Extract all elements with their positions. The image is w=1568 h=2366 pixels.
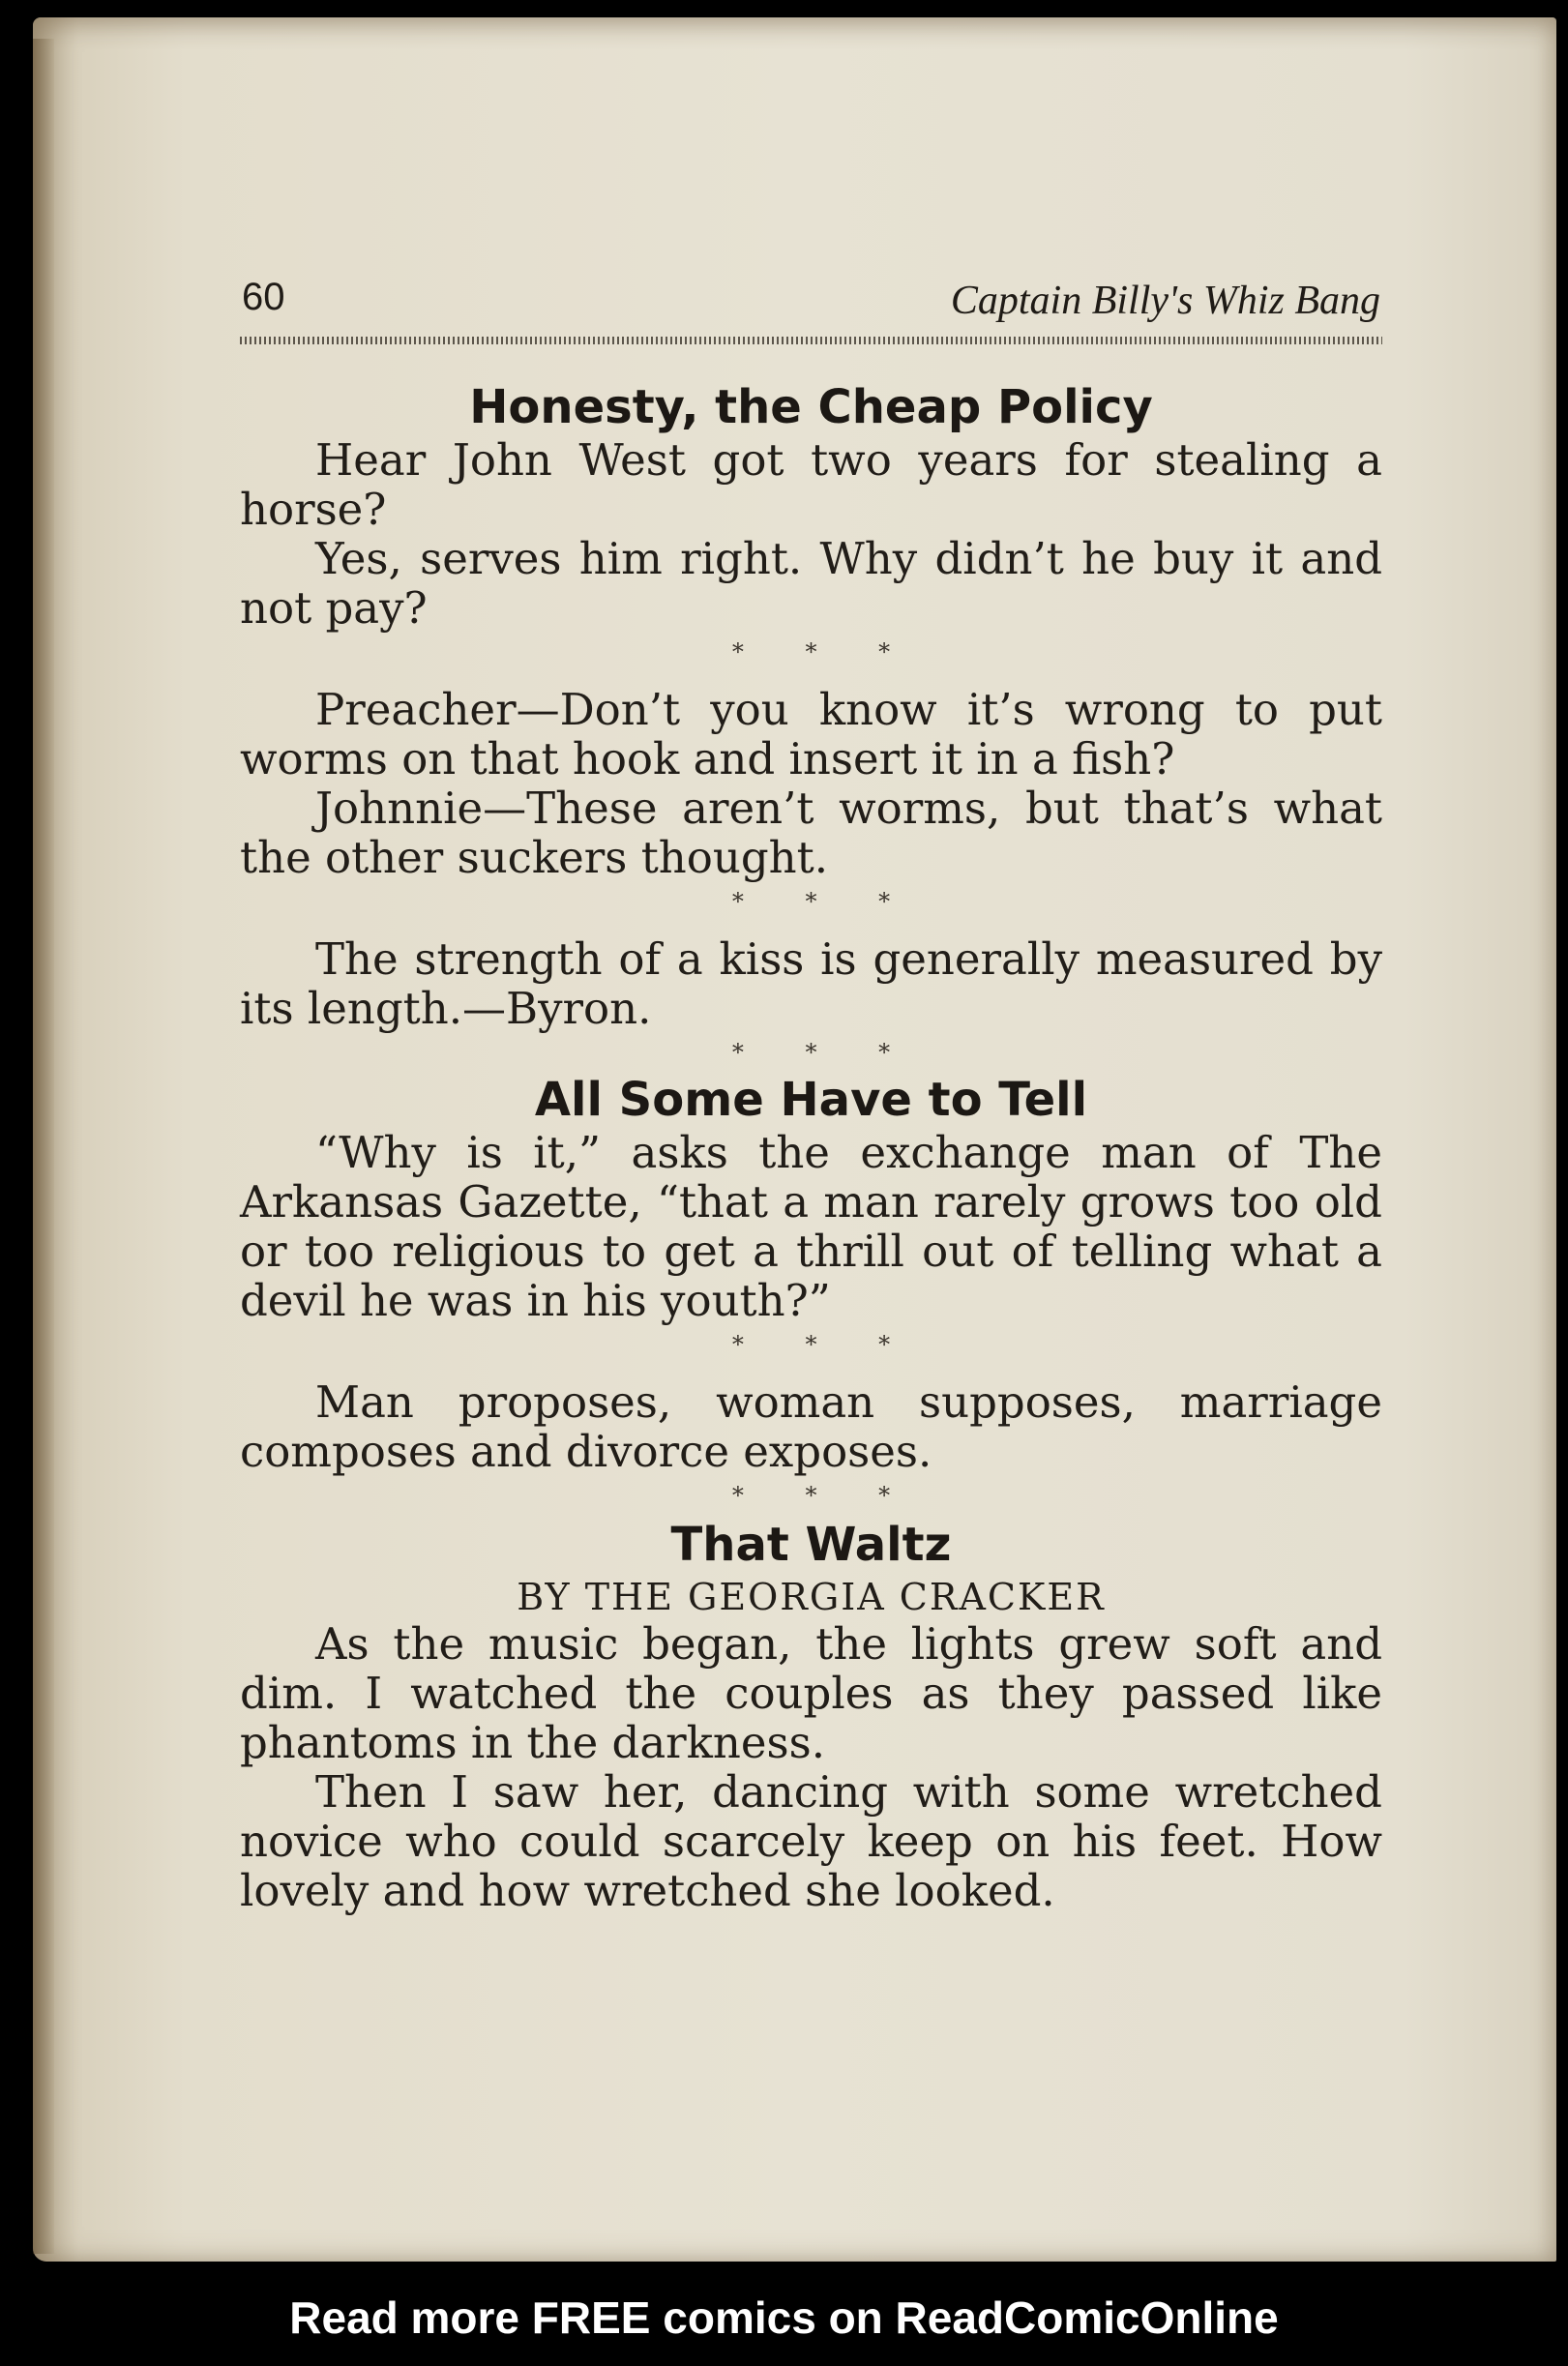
paragraph: Johnnie—These aren’t worms, but that’s what the other suckers thought. xyxy=(240,783,1382,883)
article-title: Honesty, the Cheap Policy xyxy=(469,380,1153,434)
separator: * * * xyxy=(731,638,918,665)
paragraph: Man proposes, woman supposes, marriage composes and divorce exposes. xyxy=(240,1376,1382,1477)
page-content xyxy=(240,379,1382,1915)
page-spine-shadow xyxy=(33,39,54,2254)
footer-banner[interactable]: Read more FREE comics on ReadComicOnline xyxy=(0,2269,1568,2366)
separator: * * * xyxy=(731,1482,918,1509)
paragraph: “Why is it,” asks the exchange man of The Arkansas Gazette, “that a man rarely grows too old or too religious to get a thrill out of telling what a devil he was in his youth?” xyxy=(240,1127,1382,1326)
separator: * * * xyxy=(731,888,918,915)
paragraph: Then I saw her, dancing with some wretched novice who could scarcely keep on his feet. How lovely and how wretched she looked. xyxy=(240,1766,1382,1916)
running-title: Captain Billy's Whiz Bang xyxy=(950,279,1380,323)
header-rule xyxy=(240,337,1382,344)
separator: * * * xyxy=(731,1331,918,1358)
paragraph: Hear John West got two years for stealing a horse? xyxy=(240,434,1382,535)
paragraph: As the music began, the lights grew soft and dim. I watched the couples as they passed like phantoms in the darkness. xyxy=(240,1618,1382,1768)
byline: BY THE GEORGIA CRACKER xyxy=(517,1576,1106,1618)
paragraph: Yes, serves him right. Why didn’t he buy it and not pay? xyxy=(240,533,1382,634)
article-title: That Waltz xyxy=(670,1518,952,1572)
page-number: 60 xyxy=(242,276,285,318)
page-header xyxy=(242,276,1380,334)
paragraph: The strength of a kiss is generally measured by its length.—Byron. xyxy=(240,933,1382,1034)
separator: * * * xyxy=(731,1039,918,1066)
article-title: All Some Have to Tell xyxy=(534,1073,1088,1127)
paragraph: Preacher—Don’t you know it’s wrong to put worms on that hook and insert it in a fish? xyxy=(240,684,1382,784)
